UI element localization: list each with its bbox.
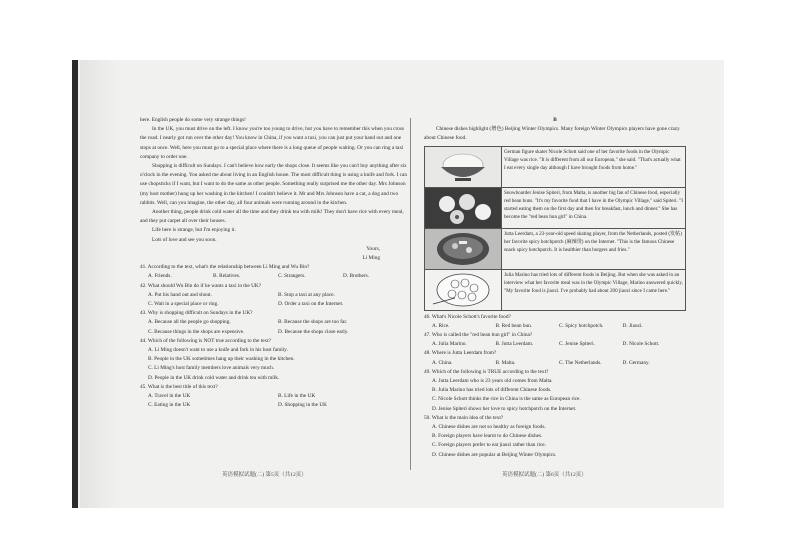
option: B. Stop a taxi at any place. (278, 291, 335, 298)
row-text: Julia Marino has tried lots of different foods in Beijing. But when she was asked in an interview what her favorite meal was in the Olympic Village, Marino answered quickly, "My favorite food is jiaozi. I've probably had about 200 jiaozi since I came here." (502, 269, 686, 310)
paragraph: In the UK, you must drive on the left. I know you're too young to drive, but you have to remember this when you cross the road. I nearly got run over the other day! You know in China, if you want a taxi, you can just put your hand out and one stops at once. Well, here you must go to a special place where there is a long queue of people waiting. Or you can ring a taxi company to order one. (140, 126, 405, 160)
option: D. Because the shops close early. (278, 328, 349, 335)
question-50: 50. What is the main idea of the text? (424, 414, 504, 421)
option: B. Because the shops are too far. (278, 319, 348, 326)
option: D. Jenise Spiteri shows her love to spicy hotchpotch on the Internet. (432, 405, 577, 412)
hotpot-icon (425, 229, 501, 269)
option: B. Relatives. (213, 273, 241, 280)
players-table (424, 146, 686, 311)
row-text: German figure skater Nicole Schott said one of her favorite foods in the Olympic Village was rice. "It is different from all our European," she said. "That's actually what I eat every single day although I have brought foods from home." (502, 146, 686, 187)
option: A. China. (432, 359, 453, 366)
bowl-of-rice-picture (425, 146, 502, 187)
option: D. Shopping in the UK (278, 402, 327, 409)
options-43a (140, 318, 408, 327)
question-49: 49. Which of the following is TRUE according to the text? (424, 368, 549, 375)
question-42: 42. What should Wu Bin do if he wants a taxi in the UK? (140, 282, 262, 289)
option: A. Put his hand out and shout. (148, 291, 212, 298)
option: A. Friends. (148, 273, 172, 280)
option: C. Li Ming's host family members love animals very much. (148, 365, 275, 372)
option: C. Foreign players prefer to eat jiaozi rather than rice. (432, 442, 546, 449)
option: C. The Netherlands. (559, 359, 602, 366)
red-bean-buns-picture (425, 187, 502, 228)
option: A. Travel in the UK (148, 393, 191, 400)
option: C. Spicy hotchpotch. (559, 322, 604, 329)
option: D. Chinese dishes are popular at Beijing Winter Olympics. (432, 451, 557, 458)
option: B. Malta. (495, 359, 516, 366)
page-footer-right: 英语模拟试题(二) 第6页（共12页） (502, 472, 587, 478)
option: D. Germany. (622, 359, 650, 366)
option: A. Jutta Leerdam who is 23 years old comes from Malta. (432, 378, 553, 385)
paragraph: here. English people do some very strange things! (140, 117, 246, 123)
options-45a (140, 392, 408, 401)
jiaozi-picture (425, 269, 502, 310)
question-47: 47. Who is called the "red bean bun girl" in China? (424, 332, 533, 339)
option: B. Jutta Leerdam. (495, 341, 534, 348)
options-47 (424, 340, 686, 349)
sign-off: Yours, (366, 245, 380, 252)
options-41 (140, 272, 408, 281)
table-row (425, 269, 686, 310)
option: A. Chinese dishes are not so healthy as foreign foods. (432, 424, 546, 431)
options-42b (140, 300, 408, 309)
question-43: 43. Why is shopping difficult on Sundays in the UK? (140, 310, 253, 317)
paragraph: Shopping is difficult on Sundays. I can't believe how early the shops close. It seems like you can't buy anything after six o'clock in the evening. You asked me about living in an English house. The most difficult thing is using a knife and fork. I can use chopsticks if I want, but I want to do the same as other people. Something really surprised me the other day. Mrs Johnson (my host mother) hung up her washing in the kitchen! I couldn't believe it. Mr and Mrs Johnson have a cat, a dog and two rabbits. Well, can you imagine, the other day, all four animals were running around in the kitchen. (140, 163, 408, 206)
option: B. Julia Marino has tried lots of different Chinese foods. (432, 387, 552, 394)
question-41: 41. According to the text, what's the relationship between Li Ming and Wu Bin? (140, 264, 310, 271)
section-label: B (553, 117, 557, 123)
paragraph: Lots of love and see you soon. (152, 236, 217, 243)
scan-edge (72, 60, 78, 508)
option: C. Jenise Spiteri. (559, 341, 595, 348)
option: B. Red bean bun. (495, 322, 533, 329)
table-row (425, 146, 686, 187)
option: D. Jiaozi. (622, 322, 643, 329)
left-column (140, 116, 408, 411)
options-45b (140, 401, 408, 410)
option: D. People in the UK drink cold water and drink tea with milk. (148, 374, 280, 381)
question-48: 48. Where is Jutta Leerdam from? (424, 350, 497, 357)
option: A. Li Ming doesn't want to use a knife and fork in his host family. (148, 347, 288, 354)
hotpot-picture (425, 228, 502, 269)
row-text: Snowboarder Jenise Spiteri, from Malta, is another big fan of Chinese food, especially red bean buns. "It's my favorite food that I have in the Olympic Village," said Spiteri. "I started eating them on the first day and then for breakfast, lunch and dinner." She has become the "red bean bun girl" in China. (502, 187, 686, 228)
options-46 (424, 322, 686, 331)
option: B. People in the UK sometimes hang up their washing in the kitchen. (148, 356, 295, 363)
option: B. Life in the UK (278, 393, 316, 400)
rice-bowl-icon (425, 147, 501, 187)
table-row (425, 187, 686, 228)
binding-shadow (80, 60, 120, 508)
option: B. Foreign players have learnt to do Chinese dishes. (432, 433, 543, 440)
option: C. Strangers. (278, 273, 306, 280)
column-divider (410, 118, 411, 470)
passage-intro: Chinese dishes highlight (增色) Beijing Winter Olympics. Many foreign Winter Olympics players have gone crazy about Chinese food. (424, 126, 680, 142)
options-48 (424, 359, 686, 368)
page-footer-left: 英语模拟试题(二) 第5页（共12页） (222, 472, 307, 478)
signature-name: Li Ming (362, 255, 380, 262)
options-43b (140, 328, 408, 337)
option: A. Rice. (432, 322, 450, 329)
question-44: 44. Which of the following is NOT true according to the text? (140, 337, 272, 344)
option: D. Brothers. (343, 273, 370, 280)
row-text: Jutta Leerdam, a 23-year-old speed skating player, from the Netherlands, posted (发帖) her favorite spicy hotchpotch (麻辣烫) on the Internet. "This is the famous Chinese snack spicy hotchpotch. It is healthier than burgers and fries." (502, 228, 686, 269)
option: C. Because things in the shops are expensive. (148, 328, 245, 335)
buns-icon (425, 188, 501, 228)
option: C. Eating in the UK (148, 402, 191, 409)
paragraph: Another thing, people drink cold water all the time and they drink tea with milk! They don't have rice with every meal, and they put carpet all over their houses. (140, 209, 404, 225)
option: A. Julia Marino. (432, 341, 467, 348)
option: C. Wait in a special place or ring. (148, 301, 219, 308)
option: C. Nicole Schott thinks the rice in China is the same as European rice. (432, 396, 581, 403)
options-42a (140, 291, 408, 300)
question-45: 45. What is the best title of this text? (140, 383, 218, 390)
paragraph: Life here is strange, but I'm enjoying it. (152, 227, 236, 234)
option: A. Because all the people go shopping. (148, 319, 231, 326)
table-row (425, 228, 686, 269)
question-46: 46. What's Nicole Schott's favorite food? (424, 313, 511, 320)
option: D. Order a taxi on the Internet. (278, 301, 344, 308)
dumpling-plate-icon (425, 270, 501, 310)
option: D. Nicole Schott. (622, 341, 660, 348)
right-column (424, 116, 686, 460)
